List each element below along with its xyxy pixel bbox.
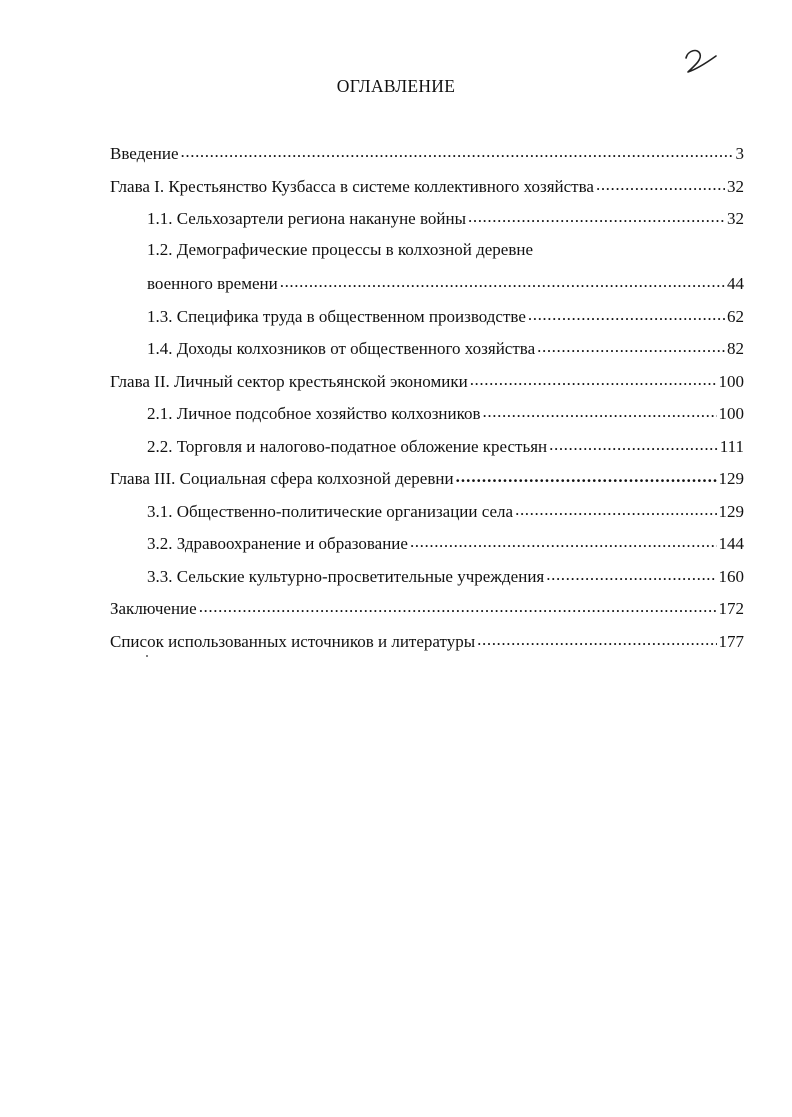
toc-entry-page: 160 — [718, 566, 744, 586]
toc-entry-section-3-2[interactable] — [110, 532, 744, 565]
toc-entry-page: 32 — [727, 209, 744, 228]
toc-entry-page: 144 — [718, 534, 744, 553]
toc-entry-label: 3.3. Сельские культурно-просветительные учреждения — [147, 566, 545, 586]
toc-entry-page: 129 — [718, 469, 744, 488]
dot-leader — [468, 207, 725, 224]
toc-entry-label: Глава I. Крестьянство Кузбасса в системе коллективного хозяйства — [110, 176, 594, 196]
table-of-contents — [110, 142, 744, 662]
toc-entry-page: 177 — [718, 631, 744, 651]
toc-entry-conclusion[interactable] — [110, 597, 744, 630]
dot-leader — [537, 337, 725, 354]
toc-entry-chapter-2[interactable] — [110, 370, 744, 403]
toc-entry-page: 44 — [727, 274, 744, 293]
toc-entry-section-1-3[interactable] — [110, 305, 744, 338]
toc-entry-page: 62 — [727, 306, 744, 326]
toc-entry-label: Заключение — [110, 599, 197, 618]
toc-entry-label: 1.1. Сельхозартели региона накануне войны — [147, 209, 466, 228]
toc-entry-page: 3 — [735, 144, 744, 163]
toc-entry-label: Глава III. Социальная сфера колхозной деревни — [110, 469, 454, 488]
toc-entry-label: Введение — [110, 144, 179, 163]
toc-entry-label: 1.4. Доходы колхозников от общественного хозяйства — [147, 339, 536, 358]
toc-entry-page: 100 — [718, 371, 744, 391]
toc-entry-page: 100 — [718, 404, 744, 423]
dot-leader — [477, 630, 716, 647]
dot-leader — [280, 272, 725, 289]
dot-leader — [596, 175, 725, 192]
toc-entry-page: 129 — [718, 501, 744, 521]
toc-entry-section-3-3[interactable] — [110, 565, 744, 598]
toc-entry-label: 2.1. Личное подсобное хозяйство колхозников — [147, 404, 481, 423]
dot-leader — [546, 565, 716, 582]
toc-entry-chapter-1[interactable] — [110, 175, 744, 208]
dot-leader — [470, 370, 717, 387]
toc-entry-section-1-2[interactable] — [110, 240, 744, 273]
toc-entry-introduction[interactable] — [110, 142, 744, 175]
toc-entry-label: 3.1. Общественно-политические организации села — [147, 501, 514, 521]
toc-entry-page: 82 — [727, 339, 744, 358]
toc-entry-page: 172 — [718, 599, 744, 618]
toc-entry-label: 1.3. Специфика труда в общественном производстве — [147, 306, 526, 326]
toc-entry-page: 111 — [719, 436, 744, 456]
dot-leader — [410, 532, 717, 549]
toc-entry-label: военного времени — [147, 274, 278, 293]
dot-leader — [549, 435, 718, 452]
toc-entry-section-1-4[interactable] — [110, 337, 744, 370]
toc-entry-label: 3.2. Здравоохранение и образование — [147, 534, 408, 553]
dot-leader — [483, 402, 717, 419]
toc-entry-label: Список использованных источников и литературы — [110, 631, 476, 651]
toc-entry-chapter-3[interactable] — [110, 467, 744, 500]
toc-entry-label: 1.2. Демографические процессы в колхозной деревне — [147, 239, 533, 259]
toc-entry-label: Глава II. Личный сектор крестьянской экономики — [110, 371, 468, 391]
toc-entry-page: 32 — [727, 176, 744, 196]
toc-entry-section-3-1[interactable] — [110, 500, 744, 533]
toc-entry-bibliography[interactable] — [110, 630, 744, 663]
toc-entry-section-1-2-continued[interactable] — [110, 272, 744, 305]
dot-leader — [456, 467, 717, 484]
dot-leader — [199, 597, 717, 614]
toc-entry-label: 2.2. Торговля и налогово-податное обложение крестьян — [147, 436, 548, 456]
scan-speck — [146, 655, 148, 657]
page-title: ОГЛАВЛЕНИЕ — [336, 76, 456, 96]
toc-entry-section-1-1[interactable] — [110, 207, 744, 240]
dot-leader — [515, 500, 716, 517]
dot-leader — [528, 305, 725, 322]
dot-leader — [181, 142, 734, 159]
toc-entry-section-2-1[interactable] — [110, 402, 744, 435]
toc-entry-section-2-2[interactable] — [110, 435, 744, 468]
